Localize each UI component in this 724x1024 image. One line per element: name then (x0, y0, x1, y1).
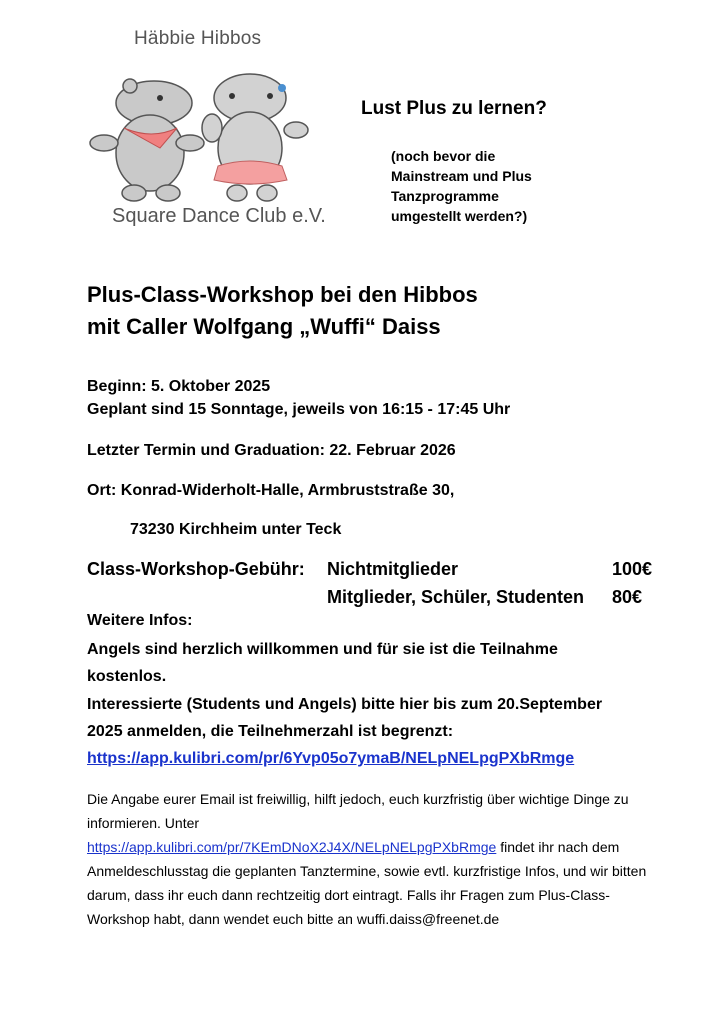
club-logo (82, 28, 326, 228)
fee-label: Class-Workshop-Gebühr: (87, 559, 305, 579)
footer-text-1: Die Angabe eurer Email ist freiwillig, hilft jedoch, euch kurzfristig über wichtige Dinge zu informieren. Unter (87, 791, 629, 831)
footer-text-2: findet ihr nach dem Anmeldeschlusstag die geplanten Tanztermine, sowie evtl. kurzfristige Infos, und wir bitten darum, dass ihr euch dann rechtzeitig dort eintragt. Falls ihr Fragen zum Plus-Class-Workshop habt, dann wendet euch bitte an wuffi.daiss@freenet.de (87, 839, 647, 927)
register-line-1: Interessierte (Students und Angels) bitte hier bis zum 20.September (87, 696, 603, 713)
schedule: Geplant sind 15 Sonntage, jeweils von 16:15 - 17:45 Uhr (87, 401, 511, 418)
fee-nonmember-price: 100€ (612, 559, 653, 579)
start-date: Beginn: 5. Oktober 2025 (87, 378, 271, 395)
page-title (87, 279, 478, 343)
infos-heading: Weitere Infos: (87, 612, 193, 629)
register-line-2: 2025 anmelden, die Teilnehmerzahl ist begrenzt: (87, 723, 454, 740)
registration-link[interactable]: https://app.kulibri.com/pr/6Yvp05o7ymaB/NELpNELpgPXbRmge (87, 750, 575, 767)
postal-address: 73230 Kirchheim unter Teck (130, 521, 342, 538)
hippo-dancers-icon (82, 48, 322, 208)
footer-text (87, 787, 647, 931)
logo-bottom-text: Square Dance Club e.V. (112, 205, 326, 227)
fee-member-price: 80€ (612, 587, 643, 607)
title-line-2: mit Caller Wolfgang „Wuffi“ Daiss (87, 314, 441, 339)
subnote: (noch bevor die Mainstream und Plus Tanzprogramme umgestellt werden?) (391, 148, 532, 224)
last-date: Letzter Termin und Graduation: 22. Februar 2026 (87, 442, 456, 459)
schedule-link[interactable]: https://app.kulibri.com/pr/7KEmDNoX2J4X/NELpNELpgPXbRmge (87, 839, 497, 855)
angels-line-2: kostenlos. (87, 668, 167, 685)
title-line-1: Plus-Class-Workshop bei den Hibbos (87, 282, 478, 307)
angels-line-1: Angels sind herzlich willkommen und für sie ist die Teilnahme (87, 641, 558, 658)
fee-member-name: Mitglieder, Schüler, Studenten (327, 587, 585, 607)
headline: Lust Plus zu lernen? (361, 98, 547, 119)
location: Ort: Konrad-Widerholt-Halle, Armbruststraße 30, (87, 482, 455, 499)
fee-nonmember-name: Nichtmitglieder (327, 559, 459, 579)
logo-top-text: Häbbie Hibbos (134, 28, 262, 49)
